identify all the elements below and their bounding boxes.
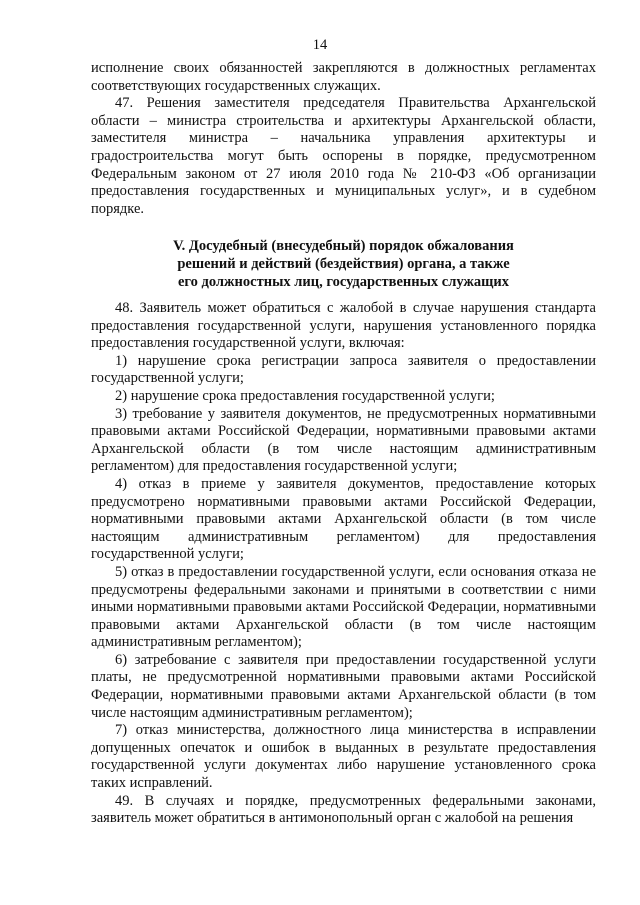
list-item-5: 5) отказ в предоставлении государственной услуги, если основания отказа не предусмотрены федеральными законами и принятыми в соответствии с ними иными нормативными правовыми актами Российской Федерации, нормативными правовыми актами Архангельской области (в том числе настоящим административным регламентом); <box>91 563 596 651</box>
paragraph-49: 49. В случаях и порядке, предусмотренных федеральными законами, заявитель может обратиться в антимонопольный орган с жалобой на решения <box>91 792 596 827</box>
section-heading-line: решений и действий (бездействия) органа, а также <box>177 256 510 272</box>
section-heading-line: его должностных лиц, государственных служащих <box>177 274 510 290</box>
paragraph-continuation: исполнение своих обязанностей закрепляются в должностных регламентах соответствующих государственных служащих. <box>91 60 596 94</box>
section-body <box>91 300 596 828</box>
intro-text <box>91 60 596 218</box>
list-item-1: 1) нарушение срока регистрации запроса заявителя о предоставлении государственной услуги; <box>91 352 596 387</box>
list-item-2: 2) нарушение срока предоставления государственной услуги; <box>115 387 495 404</box>
page-number: 14 <box>312 37 328 53</box>
list-item-6: 6) затребование с заявителя при предоставлении государственной услуги платы, не предусмотренной нормативными правовыми актами Российской Федерации, нормативными правовыми актами Архангельской области (в том числе настоящим административным регламентом); <box>91 651 596 721</box>
list-item-3: 3) требование у заявителя документов, не предусмотренных нормативными правовыми актами Российской Федерации, нормативными правовыми актами Архангельской области (в том числе настоящим административным регламентом) для предоставления государственной услуги; <box>91 405 596 475</box>
section-heading <box>91 237 596 291</box>
list-item-4: 4) отказ в приеме у заявителя документов, предоставление которых предусмотрено нормативными правовыми актами Российской Федерации, нормативными правовыми актами Архангельской области (в том числе настоящим административным регламентом) для предоставления государственной услуги; <box>91 475 596 563</box>
list-item-7: 7) отказ министерства, должностного лица министерства в исправлении допущенных опечаток и ошибок в выданных в результате предоставления государственной услуги документах либо нарушение установленного срока таких исправлений. <box>91 722 596 792</box>
paragraph-47: 47. Решения заместителя председателя Правительства Архангельской области – министра строительства и архитектуры Архангельской области, заместителя министра – начальника управления архитектуры и градостроительства могут быть оспорены в порядке, предусмотренном Федеральным законом от 27 июля 2010 года № 210-ФЗ «Об организации предоставления государственных и муниципальных услуг», и в судебном порядке. <box>91 95 596 217</box>
section-heading-line: V. Досудебный (внесудебный) порядок обжалования <box>173 238 514 254</box>
paragraph-48: 48. Заявитель может обратиться с жалобой в случае нарушения стандарта предоставления государственной услуги, нарушения установленного порядка предоставления государственной услуги, включая: <box>91 300 596 352</box>
